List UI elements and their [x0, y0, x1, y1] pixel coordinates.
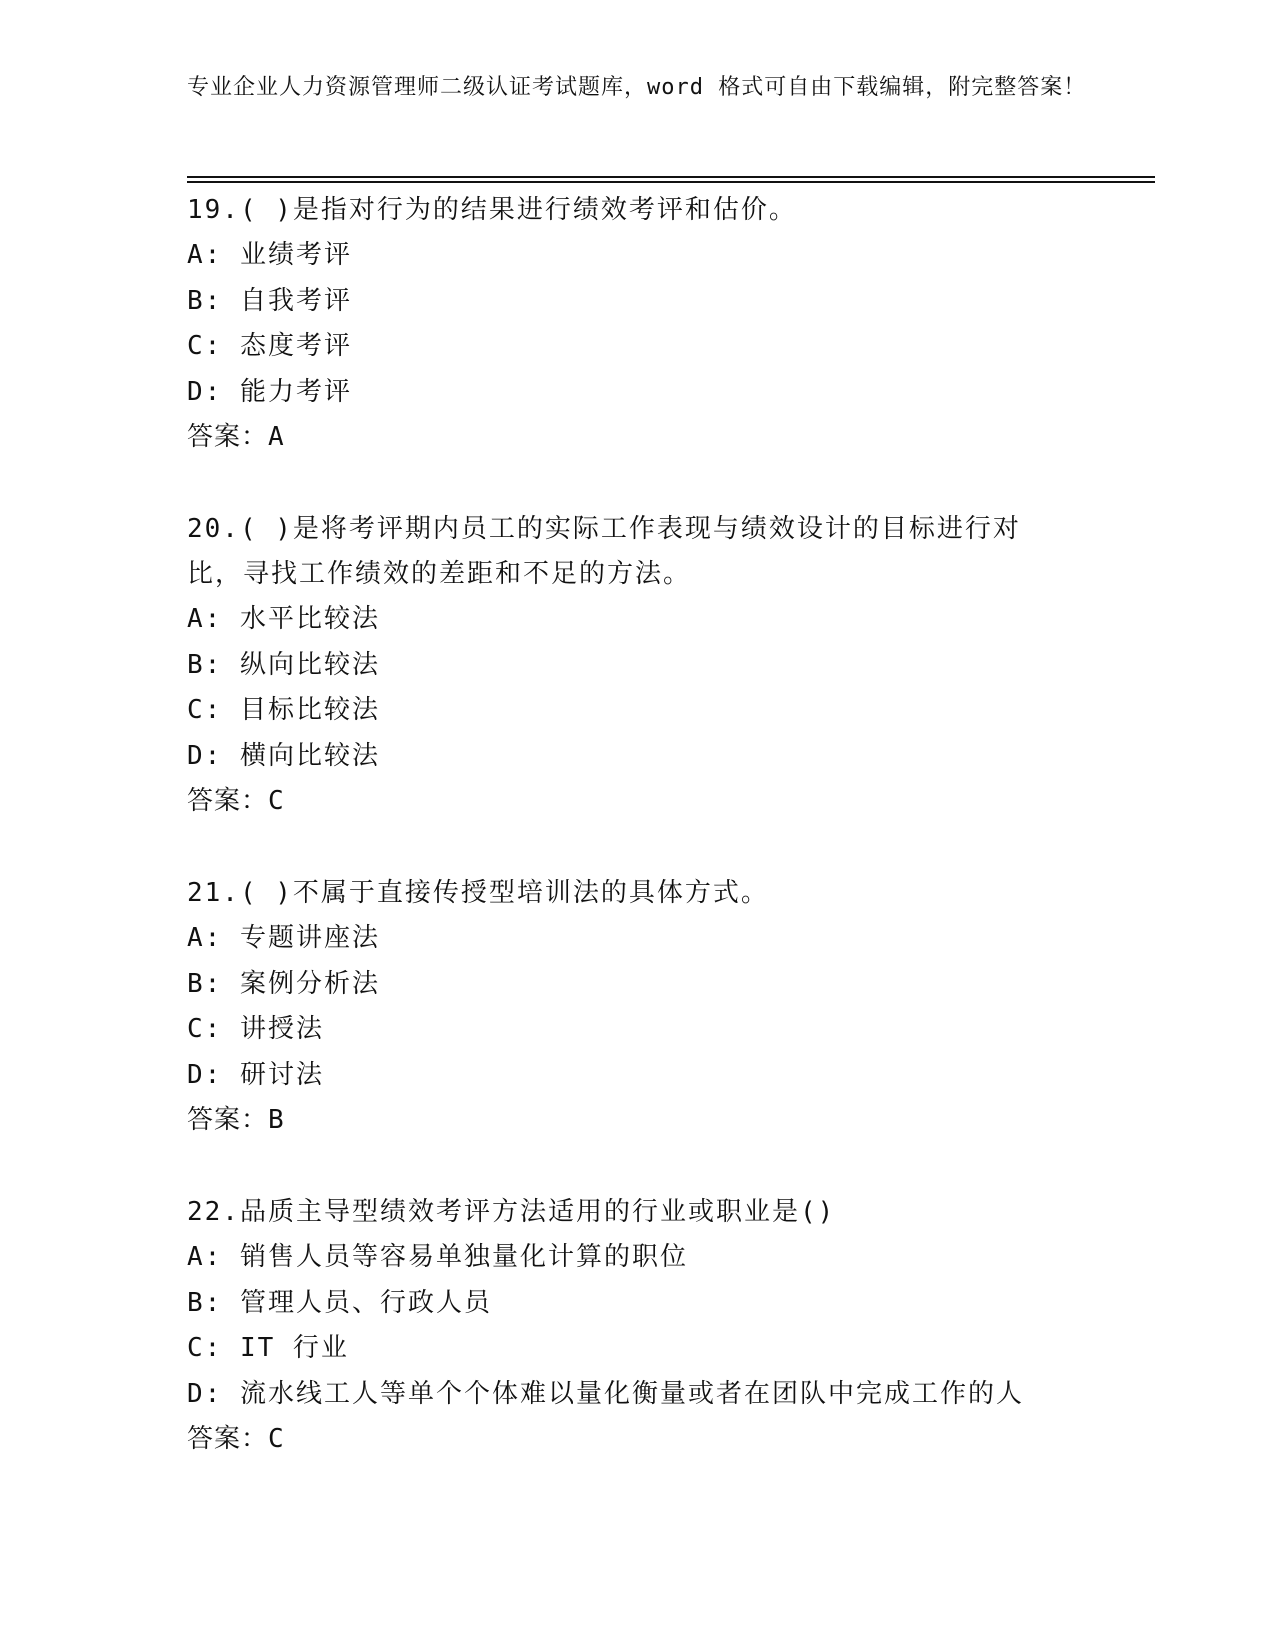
answer-line: [187, 779, 1087, 824]
question-20: [187, 507, 1087, 824]
header-divider-bottom: [187, 181, 1155, 183]
document-header: 专业企业人力资源管理师二级认证考试题库，word 格式可自由下载编辑，附完整答案！: [187, 75, 1087, 100]
answer-label: 答案：: [187, 1105, 269, 1135]
option-b: B: 管理人员、行政人员: [187, 1287, 492, 1318]
answer-label: 答案：: [187, 1424, 269, 1454]
answer-value: A: [268, 422, 284, 452]
answer-line: [187, 1417, 1087, 1462]
option-c: C: IT 行业: [187, 1333, 349, 1363]
option-a: A: 水平比较法: [187, 604, 380, 634]
answer-label: 答案：: [187, 422, 269, 452]
option-b: B: 自我考评: [187, 285, 352, 316]
option-c: C: 态度考评: [187, 331, 352, 361]
option-b: B: 案例分析法: [187, 968, 380, 999]
option-d: D: 能力考评: [187, 376, 352, 407]
answer-value: C: [268, 786, 284, 816]
question-list: [187, 188, 1087, 1462]
answer-line: [187, 1098, 1087, 1143]
question-19: [187, 188, 1087, 460]
question-21: [187, 871, 1087, 1143]
option-d: D: 流水线工人等单个个体难以量化衡量或者在团队中完成工作的人: [187, 1378, 1024, 1409]
option-d: D: 研讨法: [187, 1059, 324, 1090]
header-divider-top: [187, 176, 1155, 178]
question-text: 19.( )是指对行为的结果进行绩效考评和估价。: [187, 195, 797, 225]
answer-value: B: [268, 1105, 284, 1135]
answer-line: [187, 415, 1087, 460]
question-text: 20.( )是将考评期内员工的实际工作表现与绩效设计的目标进行对比，寻找工作绩效的差距和不足的方法。: [187, 514, 1021, 589]
option-b: B: 纵向比较法: [187, 649, 380, 680]
answer-label: 答案：: [187, 786, 269, 816]
question-text: 22.品质主导型绩效考评方法适用的行业或职业是(): [187, 1197, 836, 1227]
option-c: C: 目标比较法: [187, 695, 380, 725]
option-a: A: 专题讲座法: [187, 923, 380, 953]
option-d: D: 横向比较法: [187, 740, 380, 771]
option-a: A: 销售人员等容易单独量化计算的职位: [187, 1242, 688, 1272]
answer-value: C: [268, 1424, 284, 1454]
option-c: C: 讲授法: [187, 1014, 324, 1044]
question-22: [187, 1190, 1087, 1462]
option-a: A: 业绩考评: [187, 240, 352, 270]
question-text: 21.( )不属于直接传授型培训法的具体方式。: [187, 878, 769, 908]
